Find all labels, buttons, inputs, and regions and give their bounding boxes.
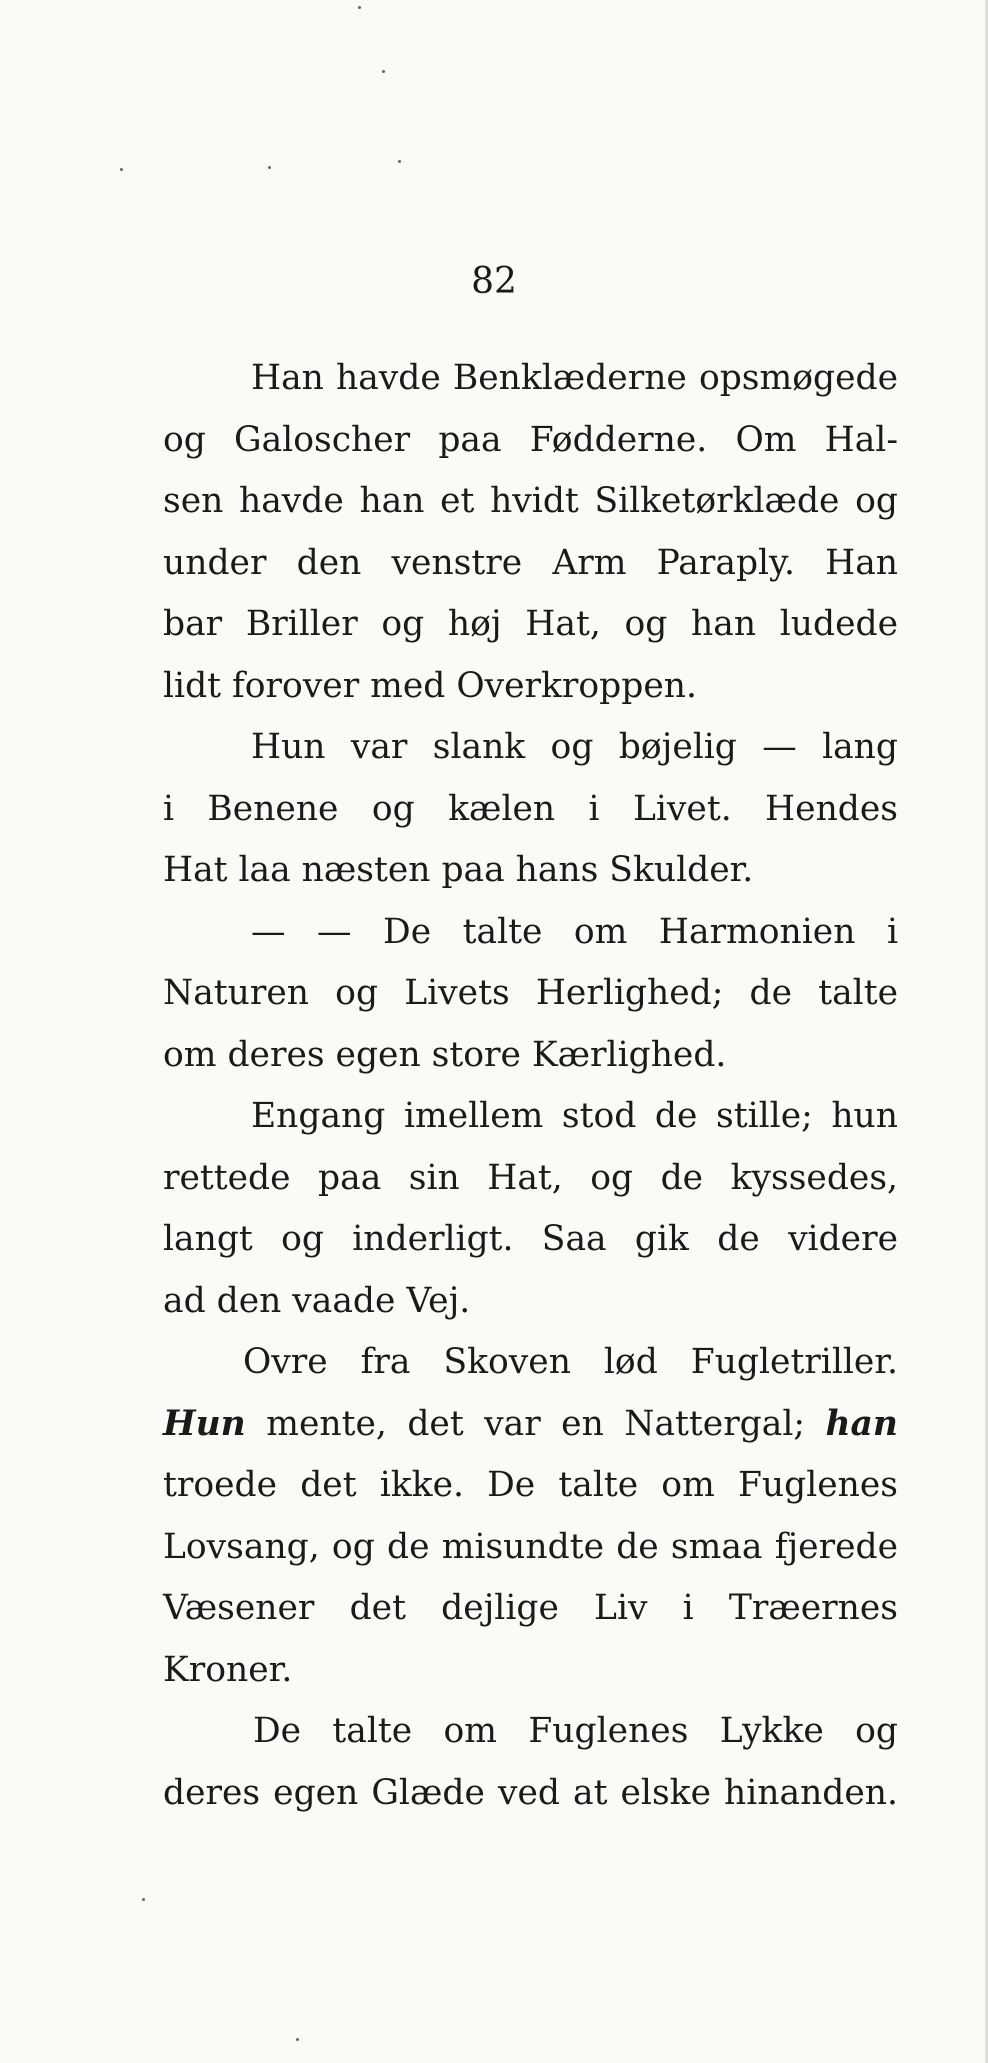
text-line: De talte om Fuglenes Lykke og — [253, 1711, 898, 1751]
text-line: i Benene og kælen i Livet. Hendes — [163, 788, 898, 829]
speck — [268, 166, 271, 169]
text-line: troede det ikke. De talte om Fuglenes — [163, 1465, 898, 1505]
speck — [142, 1898, 145, 1901]
paragraph-1 — [163, 348, 898, 717]
text-line: Han havde Benklæderne opsmøgede — [251, 358, 898, 398]
text-fragment: mente, det var en Nattergal; — [245, 1403, 826, 1444]
paragraph-2 — [163, 717, 898, 902]
text-line: Naturen og Livets Herlighed; de talte — [163, 973, 898, 1013]
paragraph-6 — [163, 1701, 898, 1824]
text-line: deres egen Glæde ved at elske hinanden. — [163, 1772, 898, 1813]
paragraph-4 — [163, 1086, 898, 1332]
text-line — [163, 1394, 898, 1456]
paragraph-3 — [163, 902, 898, 1087]
text-line: Ovre fra Skoven lød Fugletriller. — [243, 1342, 898, 1382]
text-line: bar Briller og høj Hat, og han ludede — [163, 604, 898, 644]
text-line: Lovsang, og de misundte de smaa fjerede — [163, 1526, 898, 1567]
text-line: Hat laa næsten paa hans Skulder. — [163, 850, 754, 890]
text-line: — — De talte om Harmonien i — [251, 911, 898, 952]
text-line: Kroner. — [163, 1649, 293, 1690]
italic-word: Hun — [163, 1403, 246, 1444]
text-line: ad den vaade Vej. — [163, 1280, 471, 1321]
text-line: Væsener det dejlige Liv i Træernes — [163, 1588, 898, 1628]
text-line: rettede paa sin Hat, og de kyssedes, — [163, 1157, 898, 1198]
page-number: 82 — [471, 261, 517, 302]
body-text — [163, 348, 898, 1824]
paragraph-5 — [163, 1332, 898, 1701]
speck — [382, 70, 385, 73]
text-line: lidt forover med Overkroppen. — [163, 665, 697, 706]
speck — [120, 168, 123, 171]
speck — [296, 2038, 299, 2041]
text-line: langt og inderligt. Saa gik de videre — [163, 1219, 898, 1259]
text-line: Hun var slank og bøjelig — lang — [251, 727, 898, 767]
speck — [398, 160, 401, 163]
text-line: sen havde han et hvidt Silketørklæde og — [163, 481, 898, 521]
italic-word: han — [825, 1403, 898, 1444]
text-line: om deres egen store Kærlighed. — [163, 1034, 727, 1075]
text-line: og Galoscher paa Fødderne. Om Hal- — [163, 419, 898, 460]
speck — [358, 6, 361, 9]
text-line: under den venstre Arm Paraply. Han — [163, 542, 898, 583]
text-line: Engang imellem stod de stille; hun — [251, 1096, 898, 1136]
